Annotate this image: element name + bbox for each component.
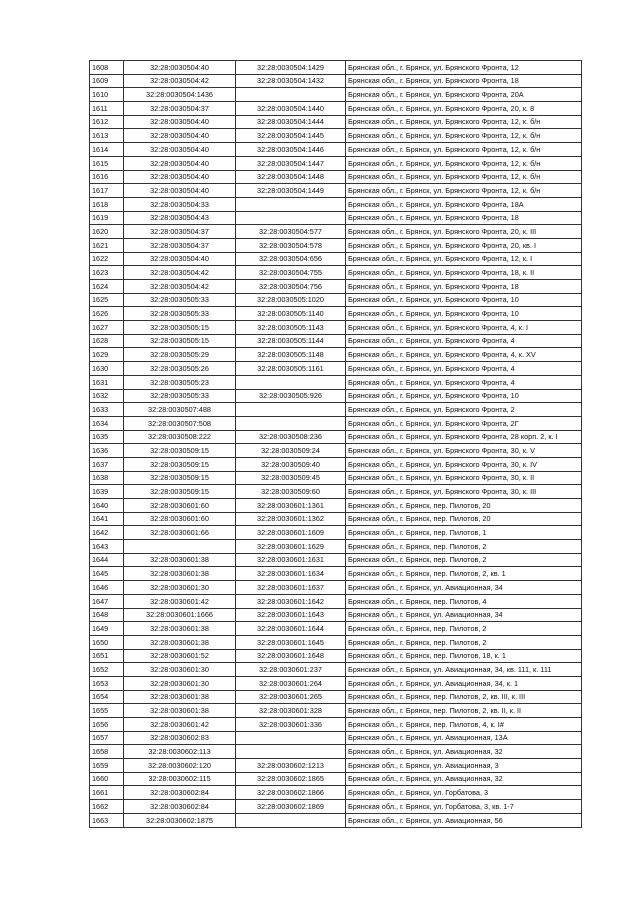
address-cell: Брянская обл., г. Брянск, ул. Брянского Фронта, 4, к. I <box>346 321 582 335</box>
table-row <box>90 184 582 198</box>
table-row <box>90 266 582 280</box>
building-cadastral-cell: 32:28:0030602:1213 <box>236 759 346 773</box>
building-cadastral-cell: 32:28:0030601:265 <box>236 690 346 704</box>
table-row <box>90 581 582 595</box>
building-cadastral-cell: 32:28:0030504:1448 <box>236 170 346 184</box>
address-cell: Брянская обл., г. Брянск, ул. Брянского Фронта, 20, к. III <box>346 225 582 239</box>
building-cadastral-cell <box>236 403 346 417</box>
row-number-cell: 1654 <box>90 690 124 704</box>
land-plot-cadastral-cell: 32:28:0030602:84 <box>124 786 236 800</box>
row-number-cell: 1652 <box>90 663 124 677</box>
table-row <box>90 745 582 759</box>
table-row <box>90 526 582 540</box>
land-plot-cadastral-cell: 32:28:0030504:40 <box>124 184 236 198</box>
table-row <box>90 676 582 690</box>
table-row <box>90 649 582 663</box>
building-cadastral-cell: 32:28:0030504:755 <box>236 266 346 280</box>
building-cadastral-cell: 32:28:0030504:756 <box>236 280 346 294</box>
address-cell: Брянская обл., г. Брянск, ул. Брянского Фронта, 12, к. б/н <box>346 129 582 143</box>
row-number-cell: 1649 <box>90 622 124 636</box>
table-row <box>90 663 582 677</box>
building-cadastral-cell: 32:28:0030509:40 <box>236 457 346 471</box>
address-cell: Брянская обл., г. Брянск, пер. Пилотов, 4, к. I# <box>346 718 582 732</box>
row-number-cell: 1608 <box>90 61 124 75</box>
land-plot-cadastral-cell: 32:28:0030601:60 <box>124 499 236 513</box>
address-cell: Брянская обл., г. Брянск, пер. Пилотов, 2, кв. II, к. II <box>346 704 582 718</box>
table-row <box>90 375 582 389</box>
building-cadastral-cell: 32:28:0030601:336 <box>236 718 346 732</box>
row-number-cell: 1609 <box>90 74 124 88</box>
row-number-cell: 1662 <box>90 800 124 814</box>
address-cell: Брянская обл., г. Брянск, ул. Брянского Фронта, 18 <box>346 74 582 88</box>
building-cadastral-cell: 32:28:0030505:1140 <box>236 307 346 321</box>
row-number-cell: 1660 <box>90 772 124 786</box>
building-cadastral-cell: 32:28:0030504:1440 <box>236 102 346 116</box>
address-cell: Брянская обл., г. Брянск, ул. Брянского Фронта, 10 <box>346 389 582 403</box>
address-cell: Брянская обл., г. Брянск, ул. Брянского Фронта, 12, к. б/н <box>346 156 582 170</box>
building-cadastral-cell: 32:28:0030601:1642 <box>236 594 346 608</box>
address-cell: Брянская обл., г. Брянск, ул. Брянского Фронта, 4 <box>346 334 582 348</box>
address-cell: Брянская обл., г. Брянск, ул. Брянского Фронта, 30, к. V <box>346 444 582 458</box>
row-number-cell: 1656 <box>90 718 124 732</box>
land-plot-cadastral-cell: 32:28:0030505:23 <box>124 375 236 389</box>
table-row <box>90 74 582 88</box>
row-number-cell: 1628 <box>90 334 124 348</box>
table-row <box>90 499 582 513</box>
address-cell: Брянская обл., г. Брянск, пер. Пилотов, 1 <box>346 526 582 540</box>
row-number-cell: 1621 <box>90 238 124 252</box>
building-cadastral-cell: 32:28:0030505:1161 <box>236 362 346 376</box>
address-cell: Брянская обл., г. Брянск, пер. Пилотов, 2 <box>346 540 582 554</box>
row-number-cell: 1626 <box>90 307 124 321</box>
address-cell: Брянская обл., г. Брянск, ул. Авиационная, 3 <box>346 759 582 773</box>
address-cell: Брянская обл., г. Брянск, ул. Брянского Фронта, 12, к. I <box>346 252 582 266</box>
address-cell: Брянская обл., г. Брянск, ул. Горбатова, 3, кв. 1-7 <box>346 800 582 814</box>
row-number-cell: 1615 <box>90 156 124 170</box>
table-row <box>90 594 582 608</box>
land-plot-cadastral-cell <box>124 540 236 554</box>
building-cadastral-cell: 32:28:0030505:926 <box>236 389 346 403</box>
table-row <box>90 731 582 745</box>
table-row <box>90 635 582 649</box>
address-cell: Брянская обл., г. Брянск, ул. Брянского Фронта, 10 <box>346 307 582 321</box>
land-plot-cadastral-cell: 32:28:0030508:222 <box>124 430 236 444</box>
land-plot-cadastral-cell: 32:28:0030602:113 <box>124 745 236 759</box>
table-row <box>90 567 582 581</box>
table-row <box>90 293 582 307</box>
address-cell: Брянская обл., г. Брянск, ул. Брянского Фронта, 4 <box>346 362 582 376</box>
land-plot-cadastral-cell: 32:28:0030601:30 <box>124 676 236 690</box>
building-cadastral-cell: 32:28:0030504:1447 <box>236 156 346 170</box>
address-cell: Брянская обл., г. Брянск, ул. Брянского Фронта, 30, к. II <box>346 471 582 485</box>
row-number-cell: 1634 <box>90 416 124 430</box>
table-row <box>90 759 582 773</box>
address-cell: Брянская обл., г. Брянск, ул. Брянского Фронта, 30, к. III <box>346 485 582 499</box>
land-plot-cadastral-cell: 32:28:0030509:15 <box>124 485 236 499</box>
table-row <box>90 800 582 814</box>
row-number-cell: 1619 <box>90 211 124 225</box>
building-cadastral-cell: 32:28:0030504:1432 <box>236 74 346 88</box>
row-number-cell: 1613 <box>90 129 124 143</box>
address-cell: Брянская обл., г. Брянск, ул. Авиационная, 34 <box>346 581 582 595</box>
table-row <box>90 813 582 827</box>
table-row <box>90 772 582 786</box>
building-cadastral-cell: 32:28:0030601:1362 <box>236 512 346 526</box>
address-cell: Брянская обл., г. Брянск, пер. Пилотов, 18, к. 1 <box>346 649 582 663</box>
building-cadastral-cell <box>236 88 346 102</box>
address-cell: Брянская обл., г. Брянск, ул. Авиационная, 32 <box>346 745 582 759</box>
building-cadastral-cell: 32:28:0030602:1866 <box>236 786 346 800</box>
address-cell: Брянская обл., г. Брянск, ул. Брянского Фронта, 12, к. б/н <box>346 170 582 184</box>
address-cell: Брянская обл., г. Брянск, ул. Брянского Фронта, 12, к. б/н <box>346 115 582 129</box>
land-plot-cadastral-cell: 32:28:0030507:488 <box>124 403 236 417</box>
row-number-cell: 1644 <box>90 553 124 567</box>
row-number-cell: 1647 <box>90 594 124 608</box>
table-row <box>90 786 582 800</box>
table-row <box>90 444 582 458</box>
row-number-cell: 1633 <box>90 403 124 417</box>
table-row <box>90 115 582 129</box>
land-plot-cadastral-cell: 32:28:0030602:83 <box>124 731 236 745</box>
row-number-cell: 1638 <box>90 471 124 485</box>
land-plot-cadastral-cell: 32:28:0030601:60 <box>124 512 236 526</box>
address-cell: Брянская обл., г. Брянск, ул. Брянского Фронта, 2 <box>346 403 582 417</box>
row-number-cell: 1646 <box>90 581 124 595</box>
table-row <box>90 280 582 294</box>
land-plot-cadastral-cell: 32:28:0030504:40 <box>124 143 236 157</box>
land-plot-cadastral-cell: 32:28:0030601:38 <box>124 553 236 567</box>
land-plot-cadastral-cell: 32:28:0030601:66 <box>124 526 236 540</box>
table-row <box>90 471 582 485</box>
row-number-cell: 1640 <box>90 499 124 513</box>
table-row <box>90 143 582 157</box>
land-plot-cadastral-cell: 32:28:0030504:40 <box>124 170 236 184</box>
address-cell: Брянская обл., г. Брянск, ул. Брянского Фронта, 20, кв. I <box>346 238 582 252</box>
address-cell: Брянская обл., г. Брянск, ул. Брянского Фронта, 2Г <box>346 416 582 430</box>
land-plot-cadastral-cell: 32:28:0030504:37 <box>124 225 236 239</box>
table-row <box>90 102 582 116</box>
table-row <box>90 540 582 554</box>
address-cell: Брянская обл., г. Брянск, ул. Брянского Фронта, 4, к. XV <box>346 348 582 362</box>
building-cadastral-cell: 32:28:0030601:1643 <box>236 608 346 622</box>
building-cadastral-cell: 32:28:0030504:1449 <box>236 184 346 198</box>
building-cadastral-cell <box>236 197 346 211</box>
table-row <box>90 403 582 417</box>
address-cell: Брянская обл., г. Брянск, ул. Брянского Фронта, 4 <box>346 375 582 389</box>
row-number-cell: 1639 <box>90 485 124 499</box>
building-cadastral-cell <box>236 375 346 389</box>
table-row <box>90 718 582 732</box>
building-cadastral-cell <box>236 745 346 759</box>
address-cell: Брянская обл., г. Брянск, ул. Брянского Фронта, 28 корп. 2, к. I <box>346 430 582 444</box>
row-number-cell: 1637 <box>90 457 124 471</box>
address-cell: Брянская обл., г. Брянск, ул. Брянского Фронта, 10 <box>346 293 582 307</box>
land-plot-cadastral-cell: 32:28:0030504:40 <box>124 61 236 75</box>
table-row <box>90 553 582 567</box>
land-plot-cadastral-cell: 32:28:0030504:37 <box>124 238 236 252</box>
land-plot-cadastral-cell: 32:28:0030505:26 <box>124 362 236 376</box>
table-row <box>90 608 582 622</box>
address-cell: Брянская обл., г. Брянск, ул. Авиационная, 56 <box>346 813 582 827</box>
land-plot-cadastral-cell: 32:28:0030601:30 <box>124 663 236 677</box>
land-plot-cadastral-cell: 32:28:0030601:38 <box>124 635 236 649</box>
building-cadastral-cell: 32:28:0030504:1446 <box>236 143 346 157</box>
address-cell: Брянская обл., г. Брянск, ул. Брянского Фронта, 18, к. II <box>346 266 582 280</box>
building-cadastral-cell: 32:28:0030602:1869 <box>236 800 346 814</box>
land-plot-cadastral-cell: 32:28:0030504:40 <box>124 115 236 129</box>
table-row <box>90 512 582 526</box>
building-cadastral-cell: 32:28:0030504:656 <box>236 252 346 266</box>
building-cadastral-cell: 32:28:0030601:237 <box>236 663 346 677</box>
address-cell: Брянская обл., г. Брянск, ул. Брянского Фронта, 18 <box>346 211 582 225</box>
building-cadastral-cell: 32:28:0030505:1143 <box>236 321 346 335</box>
land-plot-cadastral-cell: 32:28:0030505:33 <box>124 293 236 307</box>
row-number-cell: 1653 <box>90 676 124 690</box>
land-plot-cadastral-cell: 32:28:0030504:37 <box>124 102 236 116</box>
table-row <box>90 389 582 403</box>
address-cell: Брянская обл., г. Брянск, пер. Пилотов, 2 <box>346 553 582 567</box>
building-cadastral-cell: 32:28:0030504:578 <box>236 238 346 252</box>
table-row <box>90 321 582 335</box>
address-cell: Брянская обл., г. Брянск, ул. Авиационная, 34 <box>346 608 582 622</box>
table-row <box>90 170 582 184</box>
building-cadastral-cell: 32:28:0030601:1645 <box>236 635 346 649</box>
land-plot-cadastral-cell: 32:28:0030602:115 <box>124 772 236 786</box>
building-cadastral-cell <box>236 211 346 225</box>
building-cadastral-cell: 32:28:0030504:577 <box>236 225 346 239</box>
address-cell: Брянская обл., г. Брянск, ул. Брянского Фронта, 18 <box>346 280 582 294</box>
table-row <box>90 348 582 362</box>
table-row <box>90 704 582 718</box>
table-row <box>90 334 582 348</box>
row-number-cell: 1635 <box>90 430 124 444</box>
land-plot-cadastral-cell: 32:28:0030504:42 <box>124 74 236 88</box>
table-row <box>90 61 582 75</box>
building-cadastral-cell: 32:28:0030601:1644 <box>236 622 346 636</box>
cadastral-table-body <box>90 61 582 828</box>
address-cell: Брянская обл., г. Брянск, ул. Брянского Фронта, 20А <box>346 88 582 102</box>
land-plot-cadastral-cell: 32:28:0030601:30 <box>124 581 236 595</box>
land-plot-cadastral-cell: 32:28:0030505:33 <box>124 389 236 403</box>
land-plot-cadastral-cell: 32:28:0030505:29 <box>124 348 236 362</box>
land-plot-cadastral-cell: 32:28:0030601:38 <box>124 622 236 636</box>
address-cell: Брянская обл., г. Брянск, пер. Пилотов, 2, кв. 1 <box>346 567 582 581</box>
building-cadastral-cell: 32:28:0030505:1148 <box>236 348 346 362</box>
address-cell: Брянская обл., г. Брянск, ул. Брянского Фронта, 18А <box>346 197 582 211</box>
table-row <box>90 225 582 239</box>
building-cadastral-cell: 32:28:0030509:45 <box>236 471 346 485</box>
address-cell: Брянская обл., г. Брянск, ул. Авиационная, 34, к. 1 <box>346 676 582 690</box>
building-cadastral-cell <box>236 731 346 745</box>
table-row <box>90 129 582 143</box>
land-plot-cadastral-cell: 32:28:0030504:33 <box>124 197 236 211</box>
row-number-cell: 1617 <box>90 184 124 198</box>
table-row <box>90 690 582 704</box>
address-cell: Брянская обл., г. Брянск, пер. Пилотов, 2 <box>346 622 582 636</box>
row-number-cell: 1661 <box>90 786 124 800</box>
building-cadastral-cell: 32:28:0030601:1634 <box>236 567 346 581</box>
address-cell: Брянская обл., г. Брянск, пер. Пилотов, 2, кв. III, к. III <box>346 690 582 704</box>
row-number-cell: 1657 <box>90 731 124 745</box>
land-plot-cadastral-cell: 32:28:0030507:508 <box>124 416 236 430</box>
building-cadastral-cell: 32:28:0030601:1631 <box>236 553 346 567</box>
land-plot-cadastral-cell: 32:28:0030504:42 <box>124 280 236 294</box>
row-number-cell: 1627 <box>90 321 124 335</box>
land-plot-cadastral-cell: 32:28:0030601:38 <box>124 704 236 718</box>
row-number-cell: 1623 <box>90 266 124 280</box>
row-number-cell: 1630 <box>90 362 124 376</box>
land-plot-cadastral-cell: 32:28:0030601:38 <box>124 567 236 581</box>
land-plot-cadastral-cell: 32:28:0030505:15 <box>124 334 236 348</box>
building-cadastral-cell: 32:28:0030601:1609 <box>236 526 346 540</box>
building-cadastral-cell: 32:28:0030504:1429 <box>236 61 346 75</box>
building-cadastral-cell: 32:28:0030505:1144 <box>236 334 346 348</box>
building-cadastral-cell: 32:28:0030508:236 <box>236 430 346 444</box>
building-cadastral-cell: 32:28:0030601:328 <box>236 704 346 718</box>
row-number-cell: 1645 <box>90 567 124 581</box>
land-plot-cadastral-cell: 32:28:0030505:33 <box>124 307 236 321</box>
row-number-cell: 1610 <box>90 88 124 102</box>
land-plot-cadastral-cell: 32:28:0030509:15 <box>124 444 236 458</box>
row-number-cell: 1632 <box>90 389 124 403</box>
building-cadastral-cell: 32:28:0030601:264 <box>236 676 346 690</box>
cadastral-table <box>89 60 582 828</box>
building-cadastral-cell: 32:28:0030509:60 <box>236 485 346 499</box>
row-number-cell: 1625 <box>90 293 124 307</box>
land-plot-cadastral-cell: 32:28:0030601:42 <box>124 718 236 732</box>
table-row <box>90 252 582 266</box>
row-number-cell: 1614 <box>90 143 124 157</box>
address-cell: Брянская обл., г. Брянск, ул. Брянского Фронта, 12, к. б/н <box>346 143 582 157</box>
table-row <box>90 197 582 211</box>
table-row <box>90 430 582 444</box>
building-cadastral-cell: 32:28:0030509:24 <box>236 444 346 458</box>
row-number-cell: 1643 <box>90 540 124 554</box>
row-number-cell: 1620 <box>90 225 124 239</box>
land-plot-cadastral-cell: 32:28:0030601:1666 <box>124 608 236 622</box>
address-cell: Брянская обл., г. Брянск, ул. Брянского Фронта, 12 <box>346 61 582 75</box>
address-cell: Брянская обл., г. Брянск, ул. Горбатова, 3 <box>346 786 582 800</box>
address-cell: Брянская обл., г. Брянск, ул. Авиационная, 32 <box>346 772 582 786</box>
row-number-cell: 1629 <box>90 348 124 362</box>
table-row <box>90 362 582 376</box>
address-cell: Брянская обл., г. Брянск, ул. Авиационная, 13А <box>346 731 582 745</box>
address-cell: Брянская обл., г. Брянск, пер. Пилотов, 2 <box>346 635 582 649</box>
land-plot-cadastral-cell: 32:28:0030504:1436 <box>124 88 236 102</box>
table-row <box>90 238 582 252</box>
land-plot-cadastral-cell: 32:28:0030602:84 <box>124 800 236 814</box>
land-plot-cadastral-cell: 32:28:0030602:120 <box>124 759 236 773</box>
row-number-cell: 1624 <box>90 280 124 294</box>
row-number-cell: 1616 <box>90 170 124 184</box>
table-row <box>90 622 582 636</box>
row-number-cell: 1622 <box>90 252 124 266</box>
table-row <box>90 156 582 170</box>
building-cadastral-cell: 32:28:0030601:1361 <box>236 499 346 513</box>
address-cell: Брянская обл., г. Брянск, ул. Брянского Фронта, 12, к. б/н <box>346 184 582 198</box>
address-cell: Брянская обл., г. Брянск, пер. Пилотов, 20 <box>346 512 582 526</box>
land-plot-cadastral-cell: 32:28:0030602:1875 <box>124 813 236 827</box>
table-row <box>90 307 582 321</box>
row-number-cell: 1658 <box>90 745 124 759</box>
row-number-cell: 1648 <box>90 608 124 622</box>
row-number-cell: 1618 <box>90 197 124 211</box>
land-plot-cadastral-cell: 32:28:0030504:42 <box>124 266 236 280</box>
row-number-cell: 1641 <box>90 512 124 526</box>
building-cadastral-cell: 32:28:0030504:1444 <box>236 115 346 129</box>
land-plot-cadastral-cell: 32:28:0030601:42 <box>124 594 236 608</box>
land-plot-cadastral-cell: 32:28:0030504:40 <box>124 252 236 266</box>
address-cell: Брянская обл., г. Брянск, пер. Пилотов, 4 <box>346 594 582 608</box>
row-number-cell: 1612 <box>90 115 124 129</box>
address-cell: Брянская обл., г. Брянск, ул. Брянского Фронта, 30, к. IV <box>346 457 582 471</box>
address-cell: Брянская обл., г. Брянск, ул. Авиационная, 34, кв. 111, к. 111 <box>346 663 582 677</box>
building-cadastral-cell: 32:28:0030505:1020 <box>236 293 346 307</box>
land-plot-cadastral-cell: 32:28:0030509:15 <box>124 471 236 485</box>
row-number-cell: 1655 <box>90 704 124 718</box>
building-cadastral-cell: 32:28:0030601:1648 <box>236 649 346 663</box>
building-cadastral-cell: 32:28:0030601:1629 <box>236 540 346 554</box>
table-row <box>90 485 582 499</box>
row-number-cell: 1631 <box>90 375 124 389</box>
address-cell: Брянская обл., г. Брянск, ул. Брянского Фронта, 20, к. 8 <box>346 102 582 116</box>
land-plot-cadastral-cell: 32:28:0030504:40 <box>124 156 236 170</box>
building-cadastral-cell: 32:28:0030601:1637 <box>236 581 346 595</box>
land-plot-cadastral-cell: 32:28:0030601:38 <box>124 690 236 704</box>
table-row <box>90 88 582 102</box>
table-row <box>90 211 582 225</box>
table-row <box>90 416 582 430</box>
row-number-cell: 1650 <box>90 635 124 649</box>
row-number-cell: 1651 <box>90 649 124 663</box>
land-plot-cadastral-cell: 32:28:0030505:15 <box>124 321 236 335</box>
building-cadastral-cell <box>236 416 346 430</box>
land-plot-cadastral-cell: 32:28:0030509:15 <box>124 457 236 471</box>
land-plot-cadastral-cell: 32:28:0030601:52 <box>124 649 236 663</box>
row-number-cell: 1663 <box>90 813 124 827</box>
row-number-cell: 1611 <box>90 102 124 116</box>
building-cadastral-cell: 32:28:0030504:1445 <box>236 129 346 143</box>
address-cell: Брянская обл., г. Брянск, пер. Пилотов, 20 <box>346 499 582 513</box>
land-plot-cadastral-cell: 32:28:0030504:43 <box>124 211 236 225</box>
table-row <box>90 457 582 471</box>
row-number-cell: 1642 <box>90 526 124 540</box>
land-plot-cadastral-cell: 32:28:0030504:40 <box>124 129 236 143</box>
row-number-cell: 1659 <box>90 759 124 773</box>
row-number-cell: 1636 <box>90 444 124 458</box>
building-cadastral-cell: 32:28:0030602:1865 <box>236 772 346 786</box>
building-cadastral-cell <box>236 813 346 827</box>
